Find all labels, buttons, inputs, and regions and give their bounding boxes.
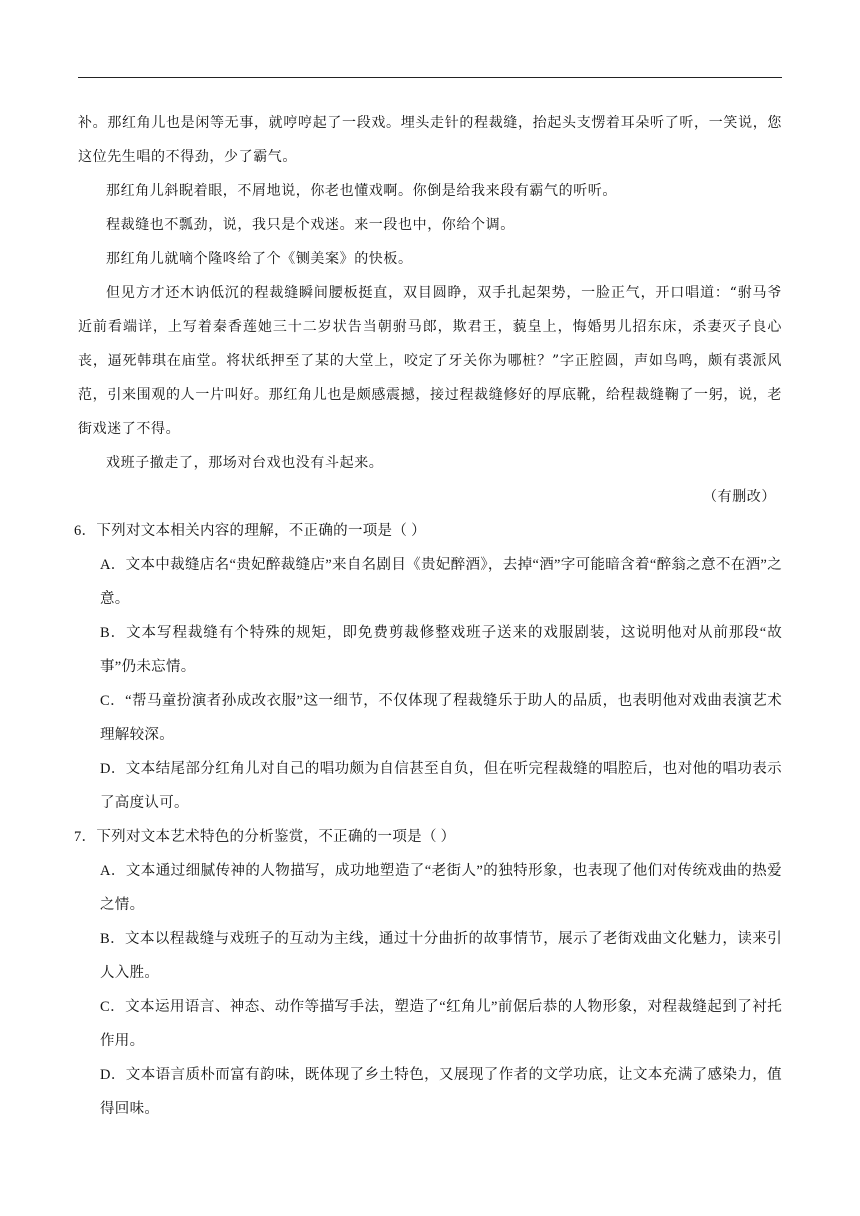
question-stem: 6．下列对文本相关内容的理解，不正确的一项是（ ）: [74, 523, 426, 539]
story-paragraph: 那红角儿斜睨着眼，不屑地说，你老也懂戏啊。你倒是给我来段有霸气的听听。: [106, 183, 617, 199]
answer-option: B．文本写程裁缝有个特殊的规矩，即免费剪裁修整戏班子送来的戏服剧装，这说明他对从前那段“故事”仍未忘情。: [100, 625, 782, 675]
question-stem: 7．下列对文本艺术特色的分析鉴赏，不正确的一项是（ ）: [74, 829, 456, 845]
story-paragraph: 补。那红角儿也是闲等无事，就哼哼起了一段戏。埋头走针的程裁缝，抬起头支愣着耳朵听了听，一笑说，您这位先生唱的不得劲，少了霸气。: [78, 115, 782, 165]
source-note: （有删改）: [703, 489, 776, 505]
answer-option: D．文本语言质朴而富有韵味，既体现了乡土特色，又展现了作者的文学功底，让文本充满了感染力，值得回味。: [100, 1067, 782, 1117]
page-content: [74, 106, 782, 1126]
answer-option: A．文本通过细腻传神的人物描写，成功地塑造了“老街人”的独特形象，也表现了他们对传统戏曲的热爱之情。: [100, 863, 782, 913]
story-paragraph: 那红角儿就嘀个隆咚给了个《铡美案》的快板。: [106, 251, 413, 267]
story-paragraph: 但见方才还木讷低沉的程裁缝瞬间腰板挺直，双目圆睁，双手扎起架势，一脸正气，开口唱道：“驸马爷近前看端详，上写着秦香莲她三十二岁状告当朝驸马郎，欺君王，藐皇上，悔婚男儿招东床，杀妻灭子良心丧，逼死韩琪在庙堂。将状纸押至了某的大堂上，咬定了牙关你为哪桩？”字正腔圆，声如鸟鸣，颇有裘派风范，引来围观的人一片叫好。那红角儿也是颇感震撼，接过程裁缝修好的厚底靴，给程裁缝鞠了一躬，说，老街戏迷了不得。: [78, 285, 782, 437]
answer-option: B．文本以程裁缝与戏班子的互动为主线，通过十分曲折的故事情节，展示了老街戏曲文化魅力，读来引人入胜。: [100, 931, 782, 981]
answer-option: C．“帮马童扮演者孙成改衣服”这一细节，不仅体现了程裁缝乐于助人的品质，也表明他对戏曲表演艺术理解较深。: [100, 693, 782, 743]
answer-option: A．文本中裁缝店名“贵妃醉裁缝店”来自名剧目《贵妃醉酒》，去掉“酒”字可能暗含着“醉翁之意不在酒”之意。: [100, 557, 782, 607]
header-rule: [78, 77, 782, 78]
answer-option: D．文本结尾部分红角儿对自己的唱功颇为自信甚至自负，但在听完程裁缝的唱腔后，也对他的唱功表示了高度认可。: [100, 761, 782, 811]
story-paragraph: 戏班子撤走了，那场对台戏也没有斗起来。: [106, 455, 384, 471]
answer-option: C．文本运用语言、神态、动作等描写手法，塑造了“红角儿”前倨后恭的人物形象，对程裁缝起到了衬托作用。: [100, 999, 782, 1049]
story-excerpt: [78, 106, 782, 514]
story-paragraph: 程裁缝也不瓢劲，说，我只是个戏迷。来一段也中，你给个调。: [106, 217, 515, 233]
question-block: [74, 514, 782, 1126]
